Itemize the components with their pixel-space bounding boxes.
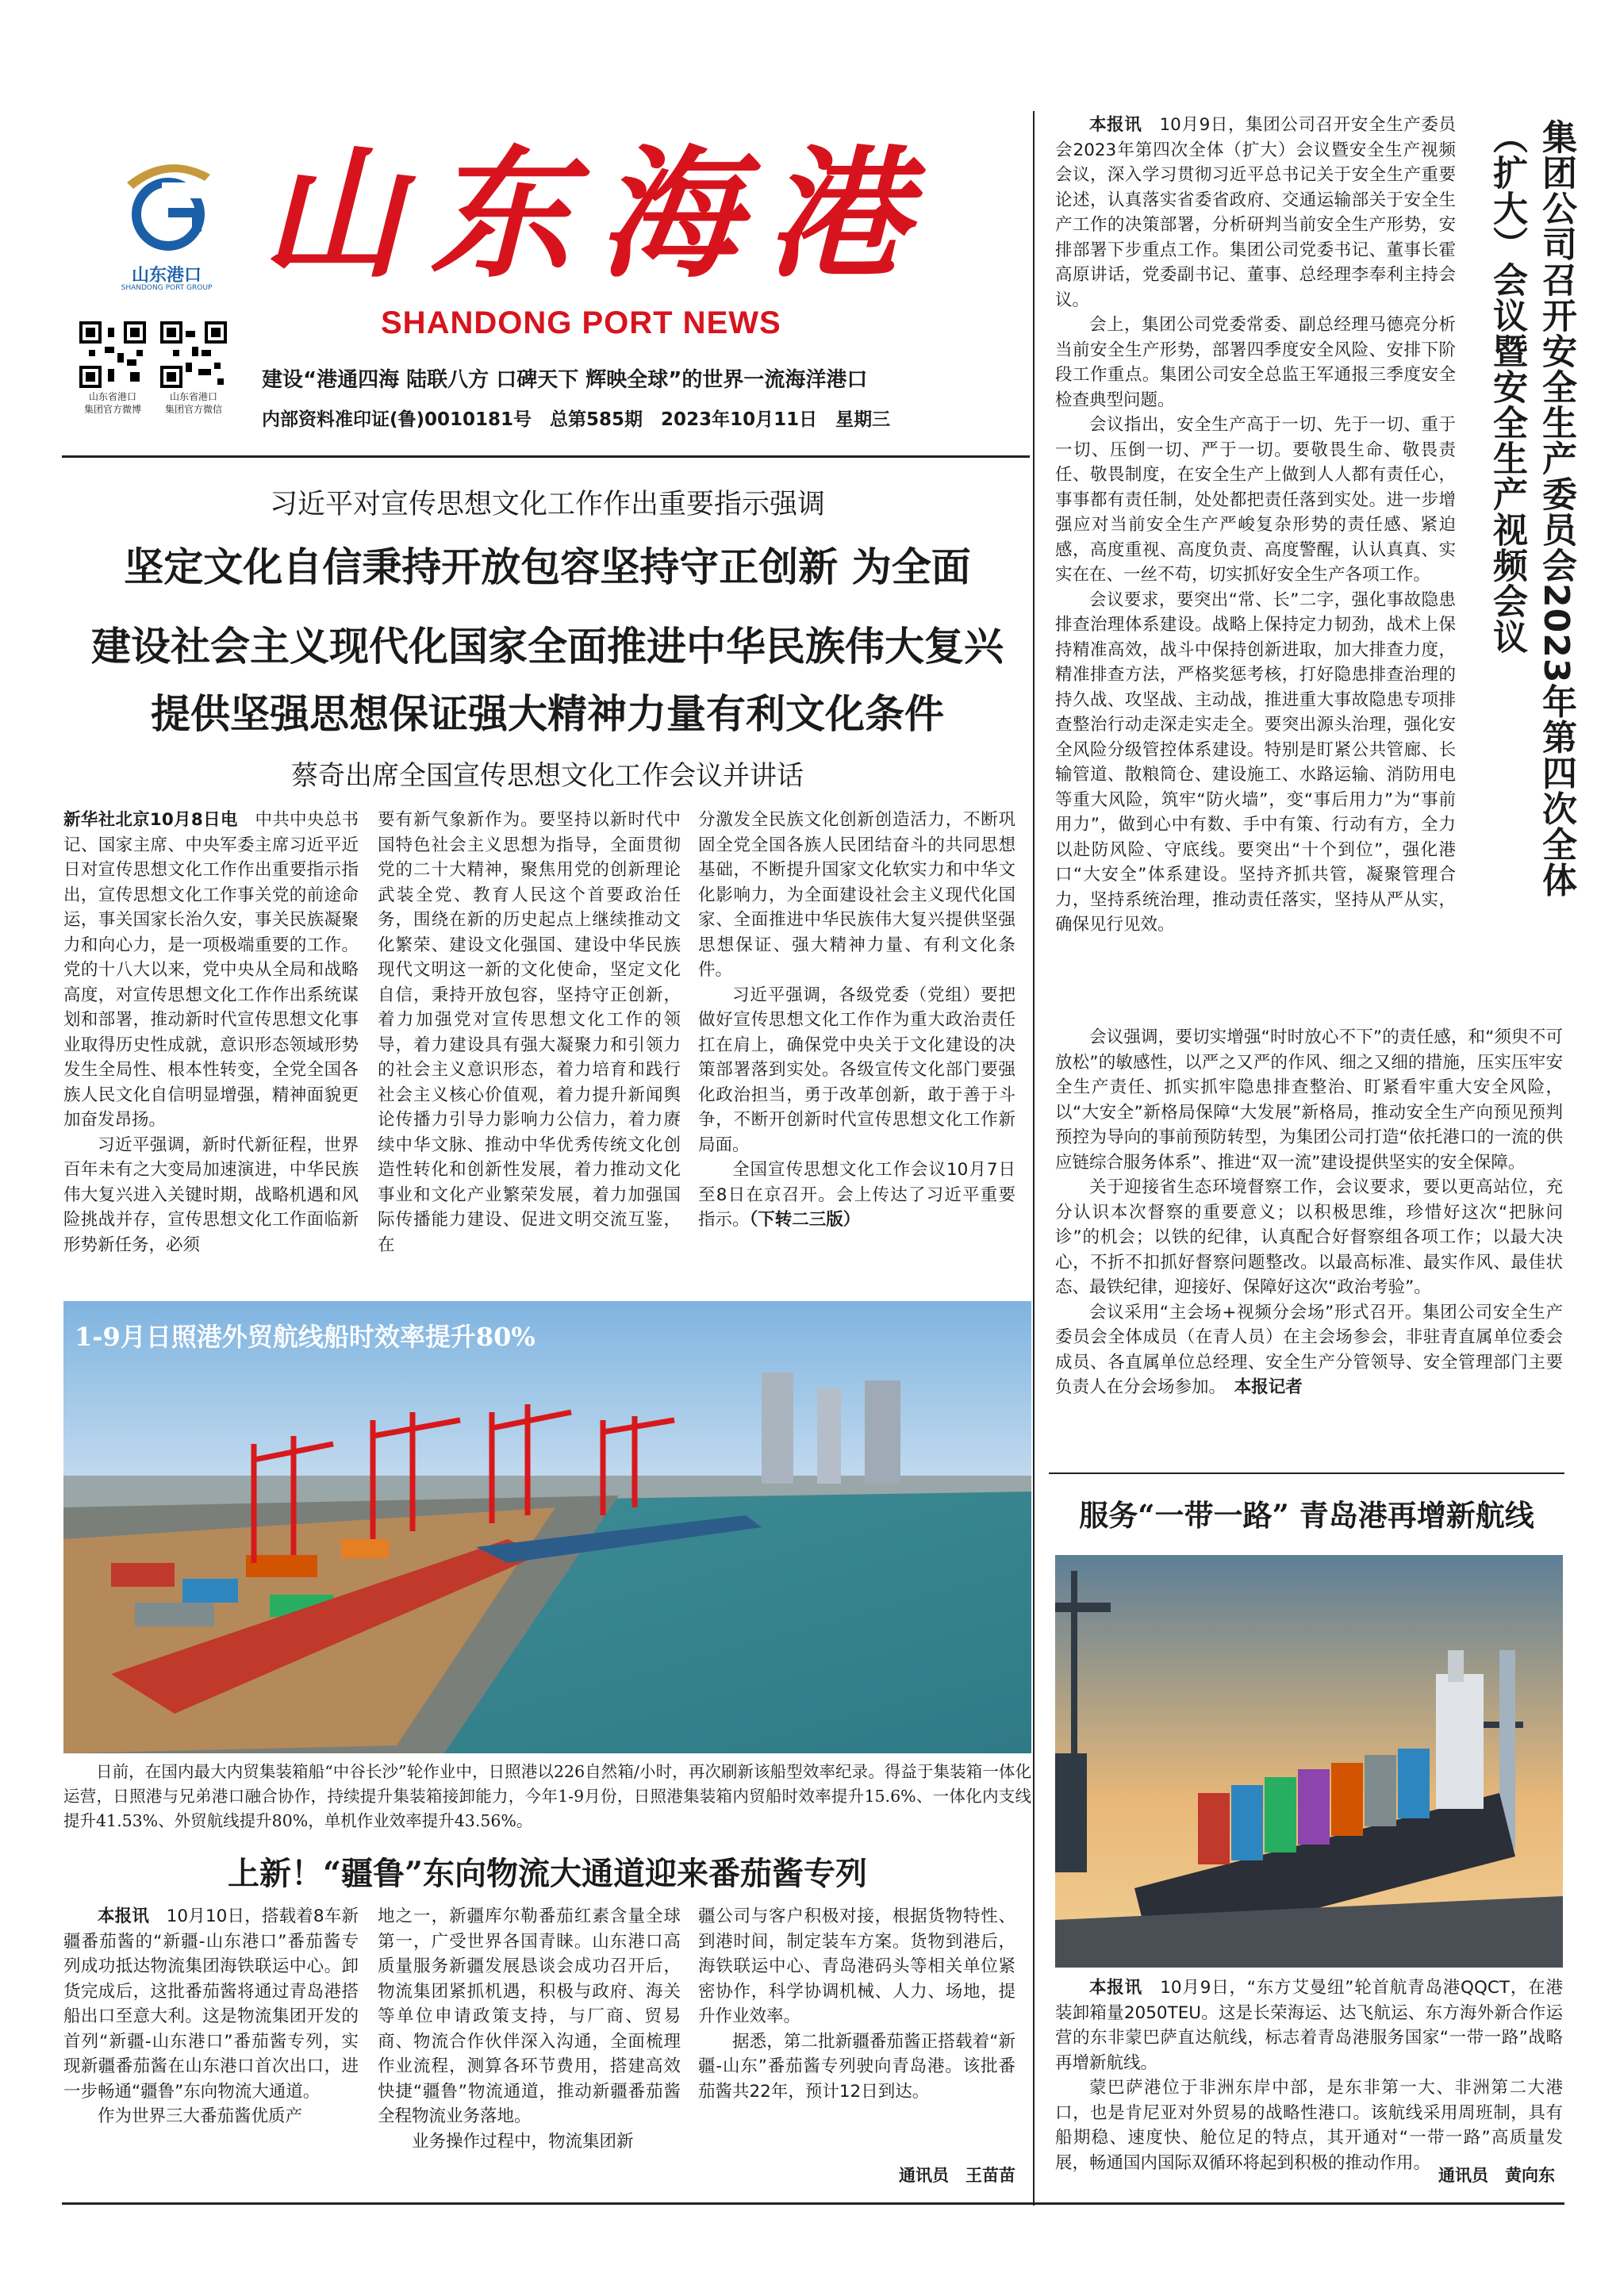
lead-text: 分激发全民族文化创新创造活力，不断巩固全党全国各族人民团结奋斗的共同思想基础，不断提升国家文化软实力和中华文化影响力，为全面建设社会主义现代化国家、全面推进中华民族伟大复兴提供坚强思想保证、强大精神力量、有利文化条件。 (698, 810, 1015, 980)
lead-column-1 (63, 808, 359, 1295)
right-section-divider (1049, 1472, 1564, 1474)
beltroad-column (1055, 1975, 1563, 2180)
masthead-slogan: 建设“港通四海 陆联八方 口碑天下 辉映全球”的世界一流海洋港口 (262, 368, 868, 392)
logo-caption-en: SHANDONG PORT GROUP (121, 284, 213, 292)
masthead (63, 119, 1031, 460)
safety-headline-text: 集团公司召开安全生产委员会2023年第四次全体（扩大）会议暨安全生产视频会议 (1487, 119, 1576, 898)
lead-text: 全国宣传思想文化工作会议10月7日至8日在京召开。会上传达了习近平重要指示。 (698, 1160, 1015, 1230)
xinjiang-column-3 (698, 1904, 1015, 2158)
news-tag: 本报讯 (98, 1906, 150, 1926)
beltroad-text: 蒙巴萨港位于非洲东岸中部，是东非第一大、非洲第二大港口，也是肯尼亚对外贸易的战略性港口。该航线采用周班制，具有船期稳、速度快、舱位足的特点，其开通对“一带一路”高质量发展，畅通国内国际双循环将起到积极的推动作用。 (1055, 2078, 1563, 2173)
safety-text: 会议指出，安全生产高于一切、先于一切、重于一切、压倒一切、严于一切。要敬畏生命、敬畏责任、敬畏制度，在安全生产上做到人人都有责任心，事事都有责任制，处处都把责任落到实处。进一步增强应对当前安全生产严峻复杂形势的责任感、紧迫感，高度重视、高度负责、高度警醒，认认真真、实实在在、一丝不苟，切实抓好安全生产各项工作。 (1055, 415, 1456, 585)
port-aerial-image-icon (63, 1301, 1031, 1753)
lead-text: 习近平强调，新时代新征程，世界百年未有之大变局加速演进，中华民族伟大复兴进入关键时期，战略机遇和风险挑战并存，宣传思想文化工作面临新形势新任务，必须 (63, 1135, 359, 1255)
logo-emblem-icon (111, 151, 222, 262)
dateline: 新华社北京10月8日电 (63, 810, 238, 830)
xinjiang-byline: 通讯员 王苗苗 (899, 2166, 1015, 2185)
xinjiang-text: 据悉，第二批新疆番茄酱正搭载着“新疆-山东”番茄酱专列驶向青岛港。该批番茄酱共22年，预计12日到达。 (698, 2031, 1015, 2102)
news-tag: 本报讯 (1089, 1978, 1142, 1998)
safety-text: 会上，集团公司党委常委、副总经理马德亮分析当前安全生产形势，部署四季度安全风险、安排下阶段工作重点。集团公司安全总监王军通报三季度安全检查典型问题。 (1055, 315, 1456, 410)
safety-byline: 本报记者 (1234, 1377, 1303, 1397)
beltroad-byline: 通讯员 黄向东 (1438, 2166, 1555, 2185)
qr-wechat-label: 山东省港口 集团官方微信 (164, 391, 222, 415)
lead-column-3 (698, 808, 1015, 1295)
masthead-title: 山东海港 (262, 131, 935, 297)
beltroad-headline: 服务“一带一路” 青岛港再增新航线 (1079, 1498, 1534, 1533)
issue-line: 内部资料准印证(鲁)0010181号 总第585期 2023年10月11日 星期三 (262, 409, 891, 430)
shandong-port-logo (111, 151, 222, 262)
safety-column-narrow (1055, 113, 1456, 1023)
safety-column-wide (1055, 1025, 1563, 1461)
qingdao-ship-photo (1055, 1555, 1563, 1968)
xinjiang-headline: 上新！“疆鲁”东向物流大通道迎来番茄酱专列 (227, 1855, 867, 1892)
safety-text: 关于迎接省生态环境督察工作，会议要求，要以更高站位，充分认识本次督察的重要意义；以积极思维，珍惜好这次“把脉问诊”的机会；以铁的纪律，认真配合好督察组各项工作；以最大决心，不折不扣抓好督察问题整改。以最高标准、最实作风、最佳状态、最铁纪律，迎接好、保障好这次“政治考验”。 (1055, 1177, 1563, 1297)
safety-text: 10月9日，集团公司召开安全生产委员会2023年第四次全体（扩大）会议暨安全生产视频会议，深入学习贯彻习近平总书记关于安全生产重要论述，认真落实省委省政府、交通运输部关于安全生产工作的决策部署，分析研判当前安全生产形势，安排部署下步重点工作。集团公司党委书记、董事长霍高原讲话，党委副书记、董事、总经理李奉利主持会议。 (1055, 115, 1456, 310)
xinjiang-text: 地之一，新疆库尔勒番茄红素含量全球第一，广受世界各国青睐。山东港口高质量服务新疆发展恳谈会成功召开后，物流集团紧抓机遇，积极与政府、海关等单位申请政策支持，与厂商、贸易商、物流合作伙伴深入沟通，全面梳理作业流程，测算各环节费用，搭建高效快捷“疆鲁”物流通道，推动新疆番茄酱全程物流业务落地。 (378, 1906, 681, 2126)
masthead-divider (62, 455, 1030, 458)
photo1-caption: 日前，在国内最大内贸集装箱船“中谷长沙”轮作业中，日照港以226自然箱/小时，再次刷新该船型效率纪录。得益于集装箱一体化运营，日照港与兄弟港口融合协作，持续提升集装箱接卸能力，今年1-9月份，日照港集装箱内贸船时效率提升15.6%、一体化内支线提升41.53%、外贸航线提升80%，单机作业效率提升43.56%。 (63, 1762, 1031, 1830)
lead-column-2 (378, 808, 681, 1295)
lead-text: 要有新气象新作为。要坚持以新时代中国特色社会主义思想为指导，全面贯彻党的二十大精神，聚焦用党的创新理论武装全党、教育人民这个首要政治任务，围绕在新的历史起点上继续推动文化繁荣、建设文化强国、建设中华民族现代文明这一新的文化使命，坚定文化自信，秉持开放包容，坚持守正创新，着力加强党对宣传思想文化工作的领导，着力建设具有强大凝聚力和引领力的社会主义意识形态，着力培育和践行社会主义核心价值观，着力提升新闻舆论传播力引导力影响力公信力，着力赓续中华文脉、推动中华优秀传统文化创造性转化和创新性发展，着力推动文化事业和文化产业繁荣发展，着力加强国际传播能力建设、促进文明交流互鉴，在 (378, 810, 681, 1255)
xinjiang-column-2 (378, 1904, 681, 2187)
rizhao-port-photo (63, 1301, 1031, 1753)
masthead-subtitle-en: SHANDONG PORT NEWS (381, 305, 781, 340)
lead-headline-line3: 提供坚强思想保证强大精神力量有利文化条件 (151, 691, 944, 737)
news-tag: 本报讯 (1089, 115, 1142, 135)
safety-text: 会议强调，要切实增强“时时放心不下”的责任感，和“须臾不可放松”的敏感性，以严之又严的作风、细之又细的措施，压实压牢安全生产责任、抓实抓牢隐患排查整治、盯紧看牢重大安全风险，以“大安全”新格局保障“大发展”新格局，推动安全生产向预见预判预控为导向的事前预防转型，为集团公司打造“依托港口的一流的供应链综合服务体系”、推进“双一流”建设提供坚实的安全保障。 (1055, 1027, 1563, 1173)
photo1-title: 1-9月日照港外贸航线船时效率提升80% (75, 1322, 536, 1352)
xinjiang-text: 10月10日，搭载着8车新疆番茄酱的“新疆-山东港口”番茄酱专列成功抵达物流集团海铁联运中心。卸货完成后，这批番茄酱将通过青岛港搭船出口至意大利。这是物流集团开发的首列“新疆-山东港口”番茄酱专列，实现新疆番茄酱在山东港口首次出口，进一步畅通“疆鲁”东向物流大通道。 (63, 1906, 359, 2102)
qr-code-weibo[interactable] (79, 321, 146, 388)
page-bottom-rule (62, 2202, 1564, 2205)
xinjiang-text: 疆公司与客户积极对接，根据货物特性、到港时间，制定装车方案。货物到港后，海铁联运中心、青岛港码头等相关单位紧密协作，科学协调机械、人力、场地，提升作业效率。 (698, 1906, 1015, 2026)
qr-code-icon (160, 321, 227, 388)
lead-text: 中共中央总书记、国家主席、中央军委主席习近平近日对宣传思想文化工作作出重要指示指出，宣传思想文化工作事关党的前途命运，事关国家长治久安，事关民族凝聚力和向心力，是一项极端重要的工作。党的十八大以来，党中央从全局和战略高度，对宣传思想文化工作作出系统谋划和部署，推动新时代宣传思想文化事业取得历史性成就，意识形态领域形势发生全局性、根本性转变，全党全国各族人民文化自信明显增强，精神面貌更加奋发昂扬。 (63, 810, 359, 1130)
qr-code-icon (79, 321, 146, 388)
jump-line: （下转二三版） (749, 1210, 861, 1230)
qr-weibo-label: 山东省港口 集团官方微博 (83, 391, 141, 415)
safety-text: 会议采用“主会场+视频分会场”形式召开。集团公司安全生产委员会全体成员（在青人员）在主会场参会，非驻青直属单位委会成员、各直属单位总经理、安全生产分管领导、安全管理部门主要负责人在分会场参加。 (1055, 1302, 1563, 1397)
qr-code-wechat[interactable] (160, 321, 227, 388)
lead-kicker: 习近平对宣传思想文化工作作出重要指示强调 (269, 489, 825, 520)
lead-headline-line2: 建设社会主义现代化国家全面推进中华民族伟大复兴 (91, 624, 1004, 670)
container-ship-image-icon (1055, 1555, 1563, 1968)
lead-headline-line1: 坚定文化自信秉持开放包容坚持守正创新 为全面 (124, 544, 971, 590)
safety-text: 会议要求，要突出“常、长”二字，强化事故隐患排查治理体系建设。战略上保持定力韧劲，战术上保持精准高效，战斗中保持创新进取，加大排查力度，精准排查方法，严格奖惩考核，打好隐患排查治理的持久战、攻坚战、主动战，推进重大事故隐患专项排查整治行动走深走实走全。要突出源头治理，强化安全风险分级管控体系建设。特别是盯紧公共管廊、长输管道、散粮筒仓、建设施工、水路运输、消防用电等重大风险，筑牢“防火墙”，变“事后用力”为“事前用力”，做到心中有数、手中有策、行动有方，全力以赴防风险、守底线。要突出“十个到位”，强化港口“大安全”体系建设。坚持齐抓共管，凝聚管理合力，坚持系统治理，推动责任落实，坚持从严从实，确保见行见效。 (1055, 589, 1456, 935)
beltroad-text: 10月9日，“东方艾曼纽”轮首航青岛港QQCT，在港装卸箱量2050TEU。这是长荣海运、达飞航运、东方海外新合作运营的东非蒙巴萨直达航线，标志着青岛港服务国家“一带一路”战略再增新航线。 (1055, 1978, 1563, 2073)
xinjiang-text: 业务操作过程中，物流集团新 (412, 2131, 634, 2152)
column-divider (1033, 111, 1035, 2206)
lead-subhead: 蔡奇出席全国宣传思想文化工作会议并讲话 (291, 760, 804, 792)
xinjiang-column-1 (63, 1904, 359, 2187)
safety-vertical-headline (1469, 119, 1580, 904)
xinjiang-text: 作为世界三大番茄酱优质产 (98, 2106, 303, 2126)
lead-text: 习近平强调，各级党委（党组）要把做好宣传思想文化工作作为重大政治责任扛在肩上，确保党中央关于文化建设的决策部署落到实处。各级宣传文化部门要强化政治担当，勇于改革创新，敢于善于斗争，不断开创新时代宣传思想文化工作新局面。 (698, 985, 1015, 1155)
logo-caption: 山东港口 (131, 266, 202, 286)
